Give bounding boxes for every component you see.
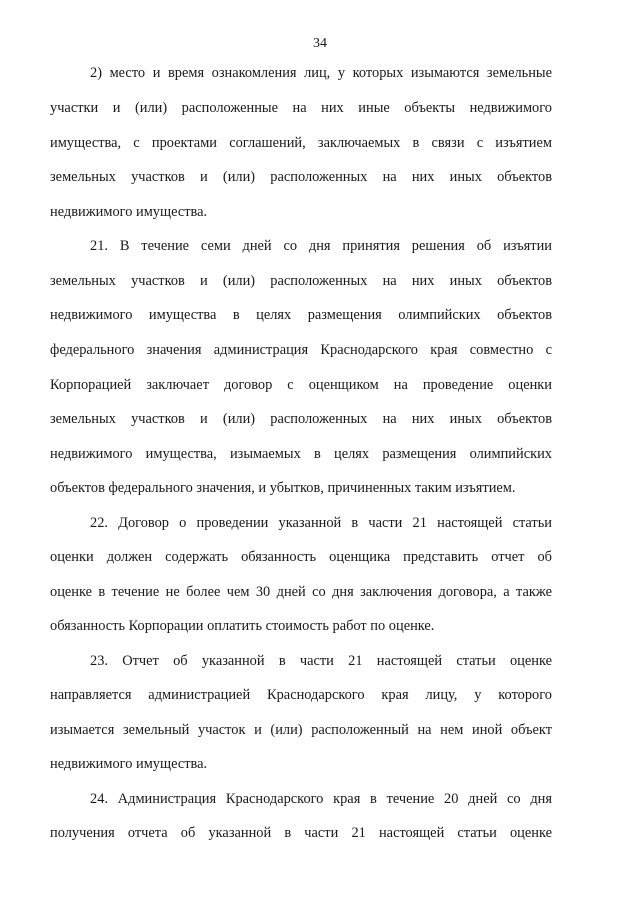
page-number: 34 bbox=[313, 36, 327, 51]
text-line: имущества, с проектами соглашений, заключаемых в связи с изъятием bbox=[50, 135, 552, 151]
text-line: земельных участков и (или) расположенных на них иных объектов bbox=[50, 273, 552, 289]
text-line: земельных участков и (или) расположенных на них иных объектов bbox=[50, 411, 552, 427]
text-line: недвижимого имущества. bbox=[50, 756, 208, 772]
text-line: объектов федерального значения, и убытков, причиненных таким изъятием. bbox=[50, 480, 516, 496]
text-line: направляется администрацией Краснодарского края лицу, у которого bbox=[50, 687, 552, 703]
text-line: земельных участков и (или) расположенных на них иных объектов bbox=[50, 169, 552, 185]
text-line: оценки должен содержать обязанность оценщика представить отчет об bbox=[50, 549, 552, 565]
text-line: недвижимого имущества. bbox=[50, 204, 208, 220]
text-line: Корпорацией заключает договор с оценщиком на проведение оценки bbox=[50, 377, 552, 393]
text-line: недвижимого имущества, изымаемых в целях размещения олимпийских bbox=[50, 446, 552, 462]
text-line: получения отчета об указанной в части 21 настоящей статьи оценке bbox=[50, 825, 552, 841]
text-line: 24. Администрация Краснодарского края в течение 20 дней со дня bbox=[90, 791, 552, 807]
text-line: обязанность Корпорации оплатить стоимость работ по оценке. bbox=[50, 618, 435, 634]
text-line: федерального значения администрация Краснодарского края совместно с bbox=[50, 342, 552, 358]
text-line: 21. В течение семи дней со дня принятия решения об изъятии bbox=[90, 238, 552, 254]
text-line: участки и (или) расположенные на них иные объекты недвижимого bbox=[50, 100, 552, 116]
text-line: 2) место и время ознакомления лиц, у которых изымаются земельные bbox=[90, 65, 552, 81]
text-line: изымается земельный участок и (или) расположенный на нем иной объект bbox=[50, 722, 552, 738]
text-line: 22. Договор о проведении указанной в части 21 настоящей статьи bbox=[90, 515, 552, 531]
text-line: оценке в течение не более чем 30 дней со дня заключения договора, а также bbox=[50, 584, 552, 600]
text-line: недвижимого имущества в целях размещения олимпийских объектов bbox=[50, 307, 552, 323]
text-line: 23. Отчет об указанной в части 21 настоящей статьи оценке bbox=[90, 653, 552, 669]
